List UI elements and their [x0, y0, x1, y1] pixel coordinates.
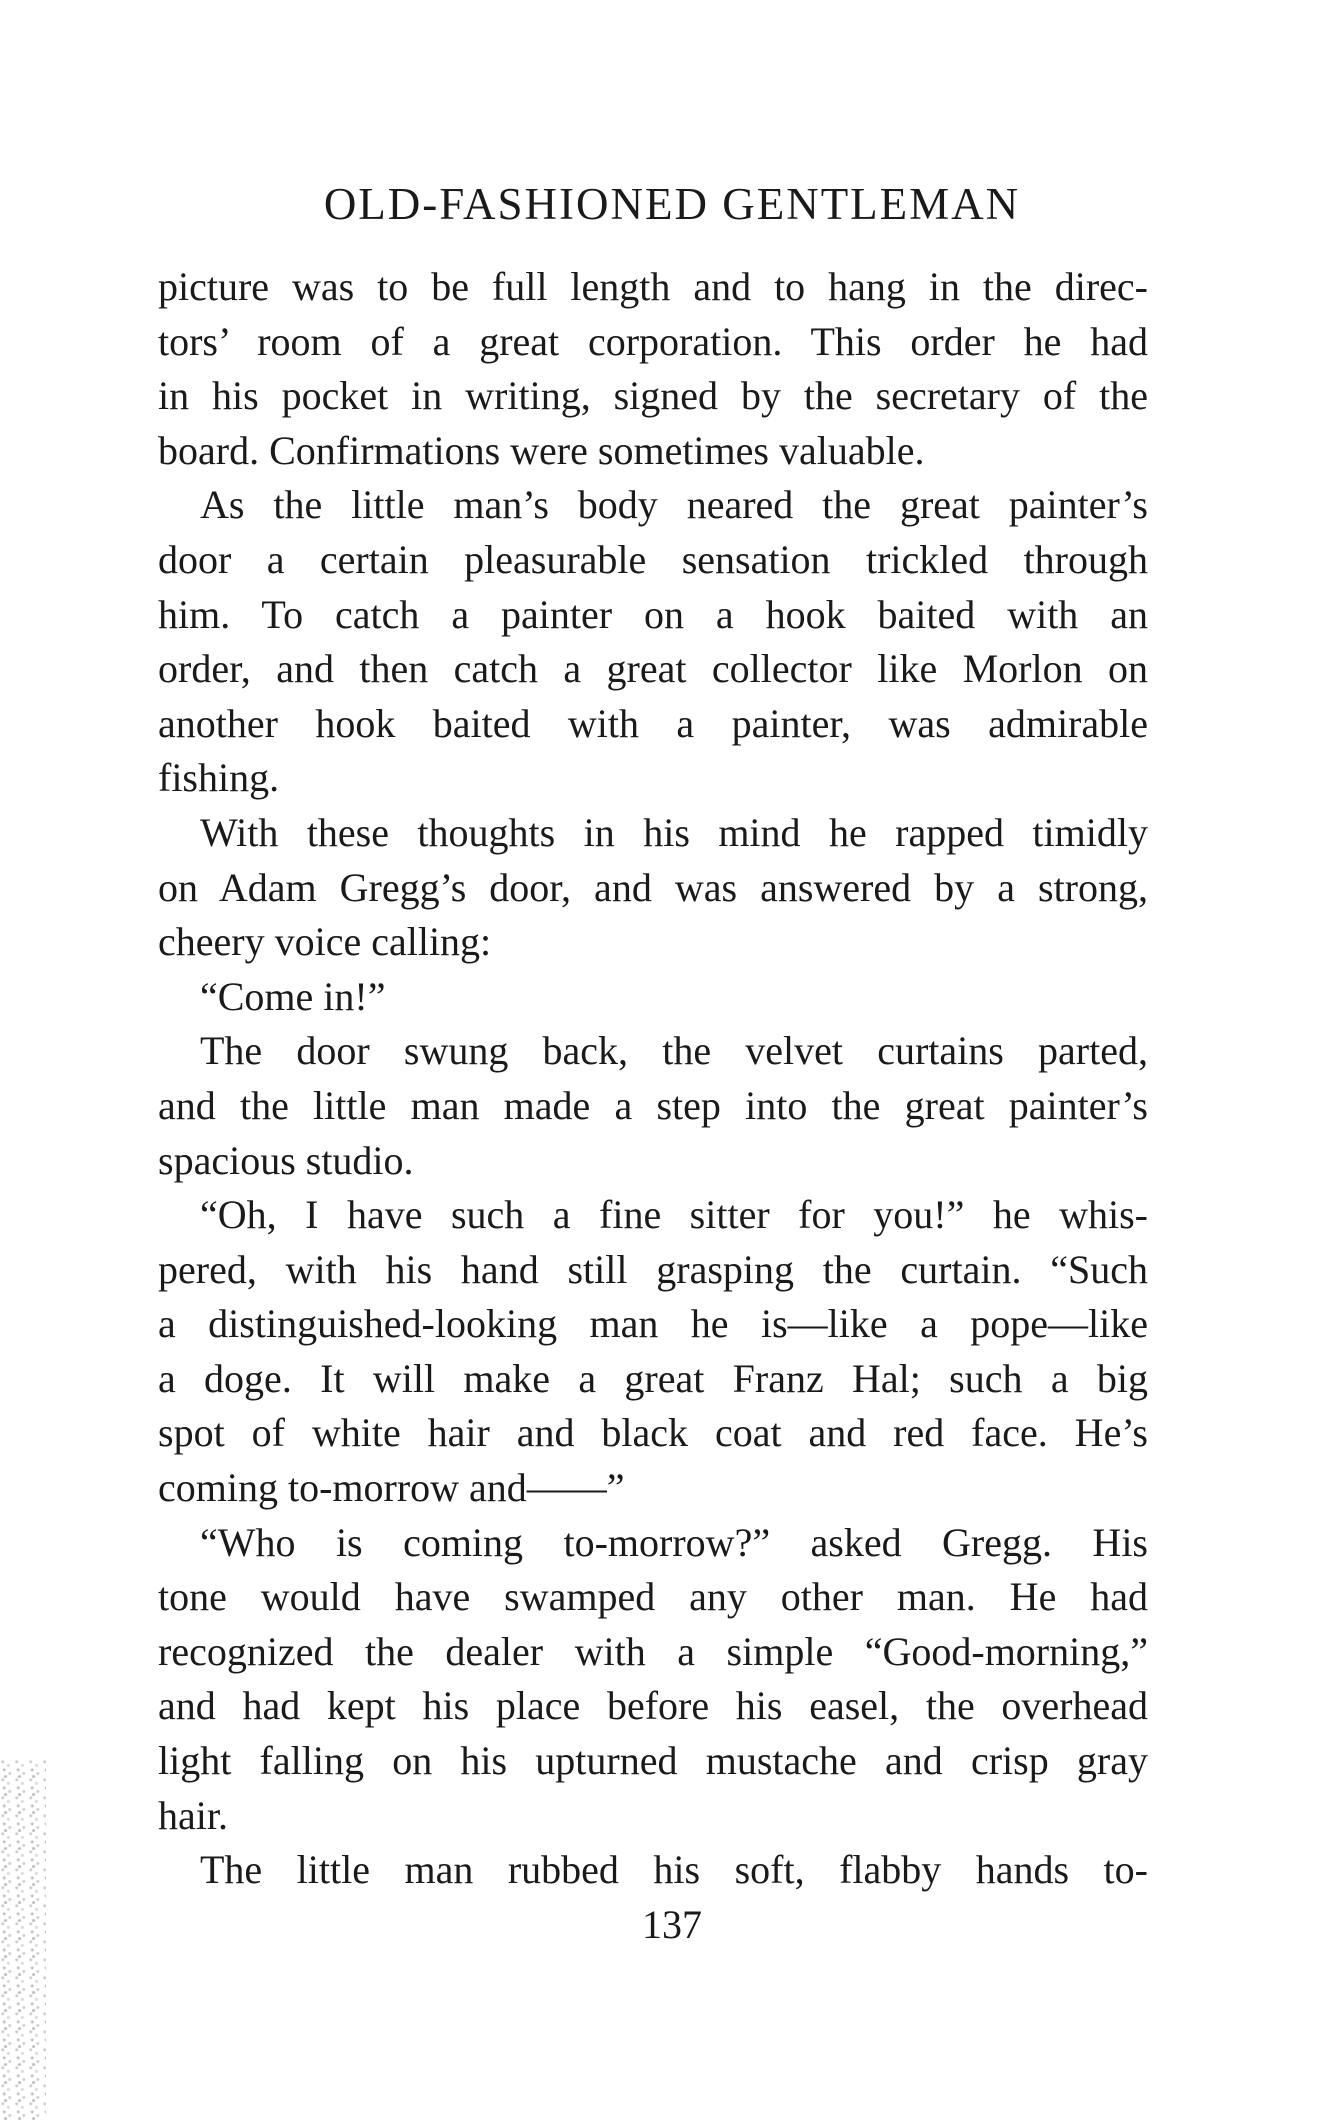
text-line: picture was to be full length and to hang in the direc-	[158, 264, 1148, 309]
text-line: door a certain pleasurable sensation trickled through	[158, 536, 1148, 582]
text-line: cheery voice calling:	[158, 919, 492, 965]
text-line: fishing.	[158, 755, 280, 801]
text-line: and the little man made a step into the great painter’s	[158, 1082, 1148, 1128]
text-line: “Come in!”	[200, 973, 386, 1019]
text-line: spacious studio.	[158, 1137, 414, 1183]
paragraph	[158, 1024, 1148, 1188]
text-line: spot of white hair and black coat and red face. He’s	[158, 1410, 1148, 1456]
body-text	[158, 260, 1148, 1898]
text-line: in his pocket in writing, signed by the secretary of the	[158, 373, 1148, 419]
text-line: him. To catch a painter on a hook baited with an	[158, 591, 1148, 637]
page-edge-speckle	[0, 1760, 46, 2120]
text-line: on Adam Gregg’s door, and was answered by a strong,	[158, 864, 1148, 910]
paragraph	[158, 1843, 1148, 1898]
paragraph	[158, 970, 1148, 1025]
paragraph	[158, 806, 1148, 970]
text-line: With these thoughts in his mind he rapped timidly	[200, 809, 1148, 855]
text-line: “Oh, I have such a fine sitter for you!” he whis-	[200, 1192, 1148, 1238]
text-line: tone would have swamped any other man. He had	[158, 1574, 1148, 1620]
text-line: a doge. It will make a great Franz Hal; such a big	[158, 1355, 1148, 1401]
text-line: a distinguished-looking man he is—like a pope—like	[158, 1301, 1148, 1347]
text-line: recognized the dealer with a simple “Good-morning,”	[158, 1628, 1148, 1674]
text-line: order, and then catch a great collector like Morlon on	[158, 646, 1148, 692]
text-line: another hook baited with a painter, was admirable	[158, 700, 1148, 746]
paragraph	[158, 1188, 1148, 1516]
paragraph	[158, 1516, 1148, 1844]
text-line: The door swung back, the velvet curtains parted,	[200, 1028, 1148, 1074]
text-line: “Who is coming to-morrow?” asked Gregg. His	[200, 1519, 1148, 1565]
text-line: and had kept his place before his easel, the overhead	[158, 1683, 1148, 1729]
text-line: As the little man’s body neared the great painter’s	[200, 482, 1148, 528]
text-line: board. Confirmations were sometimes valuable.	[158, 427, 925, 473]
text-line: The little man rubbed his soft, flabby hands to-	[200, 1847, 1148, 1893]
paragraph	[158, 478, 1148, 806]
text-line: hair.	[158, 1792, 228, 1838]
page-number: 137	[642, 1902, 702, 1947]
text-line: tors’ room of a great corporation. This order he had	[158, 318, 1148, 364]
text-line: light falling on his upturned mustache and crisp gray	[158, 1738, 1148, 1784]
running-head: OLD-FASHIONED GENTLEMAN	[323, 179, 1021, 229]
text-line: coming to-morrow and——”	[158, 1465, 625, 1511]
text-line: pered, with his hand still grasping the curtain. “Such	[158, 1246, 1148, 1292]
paragraph	[158, 260, 1148, 478]
